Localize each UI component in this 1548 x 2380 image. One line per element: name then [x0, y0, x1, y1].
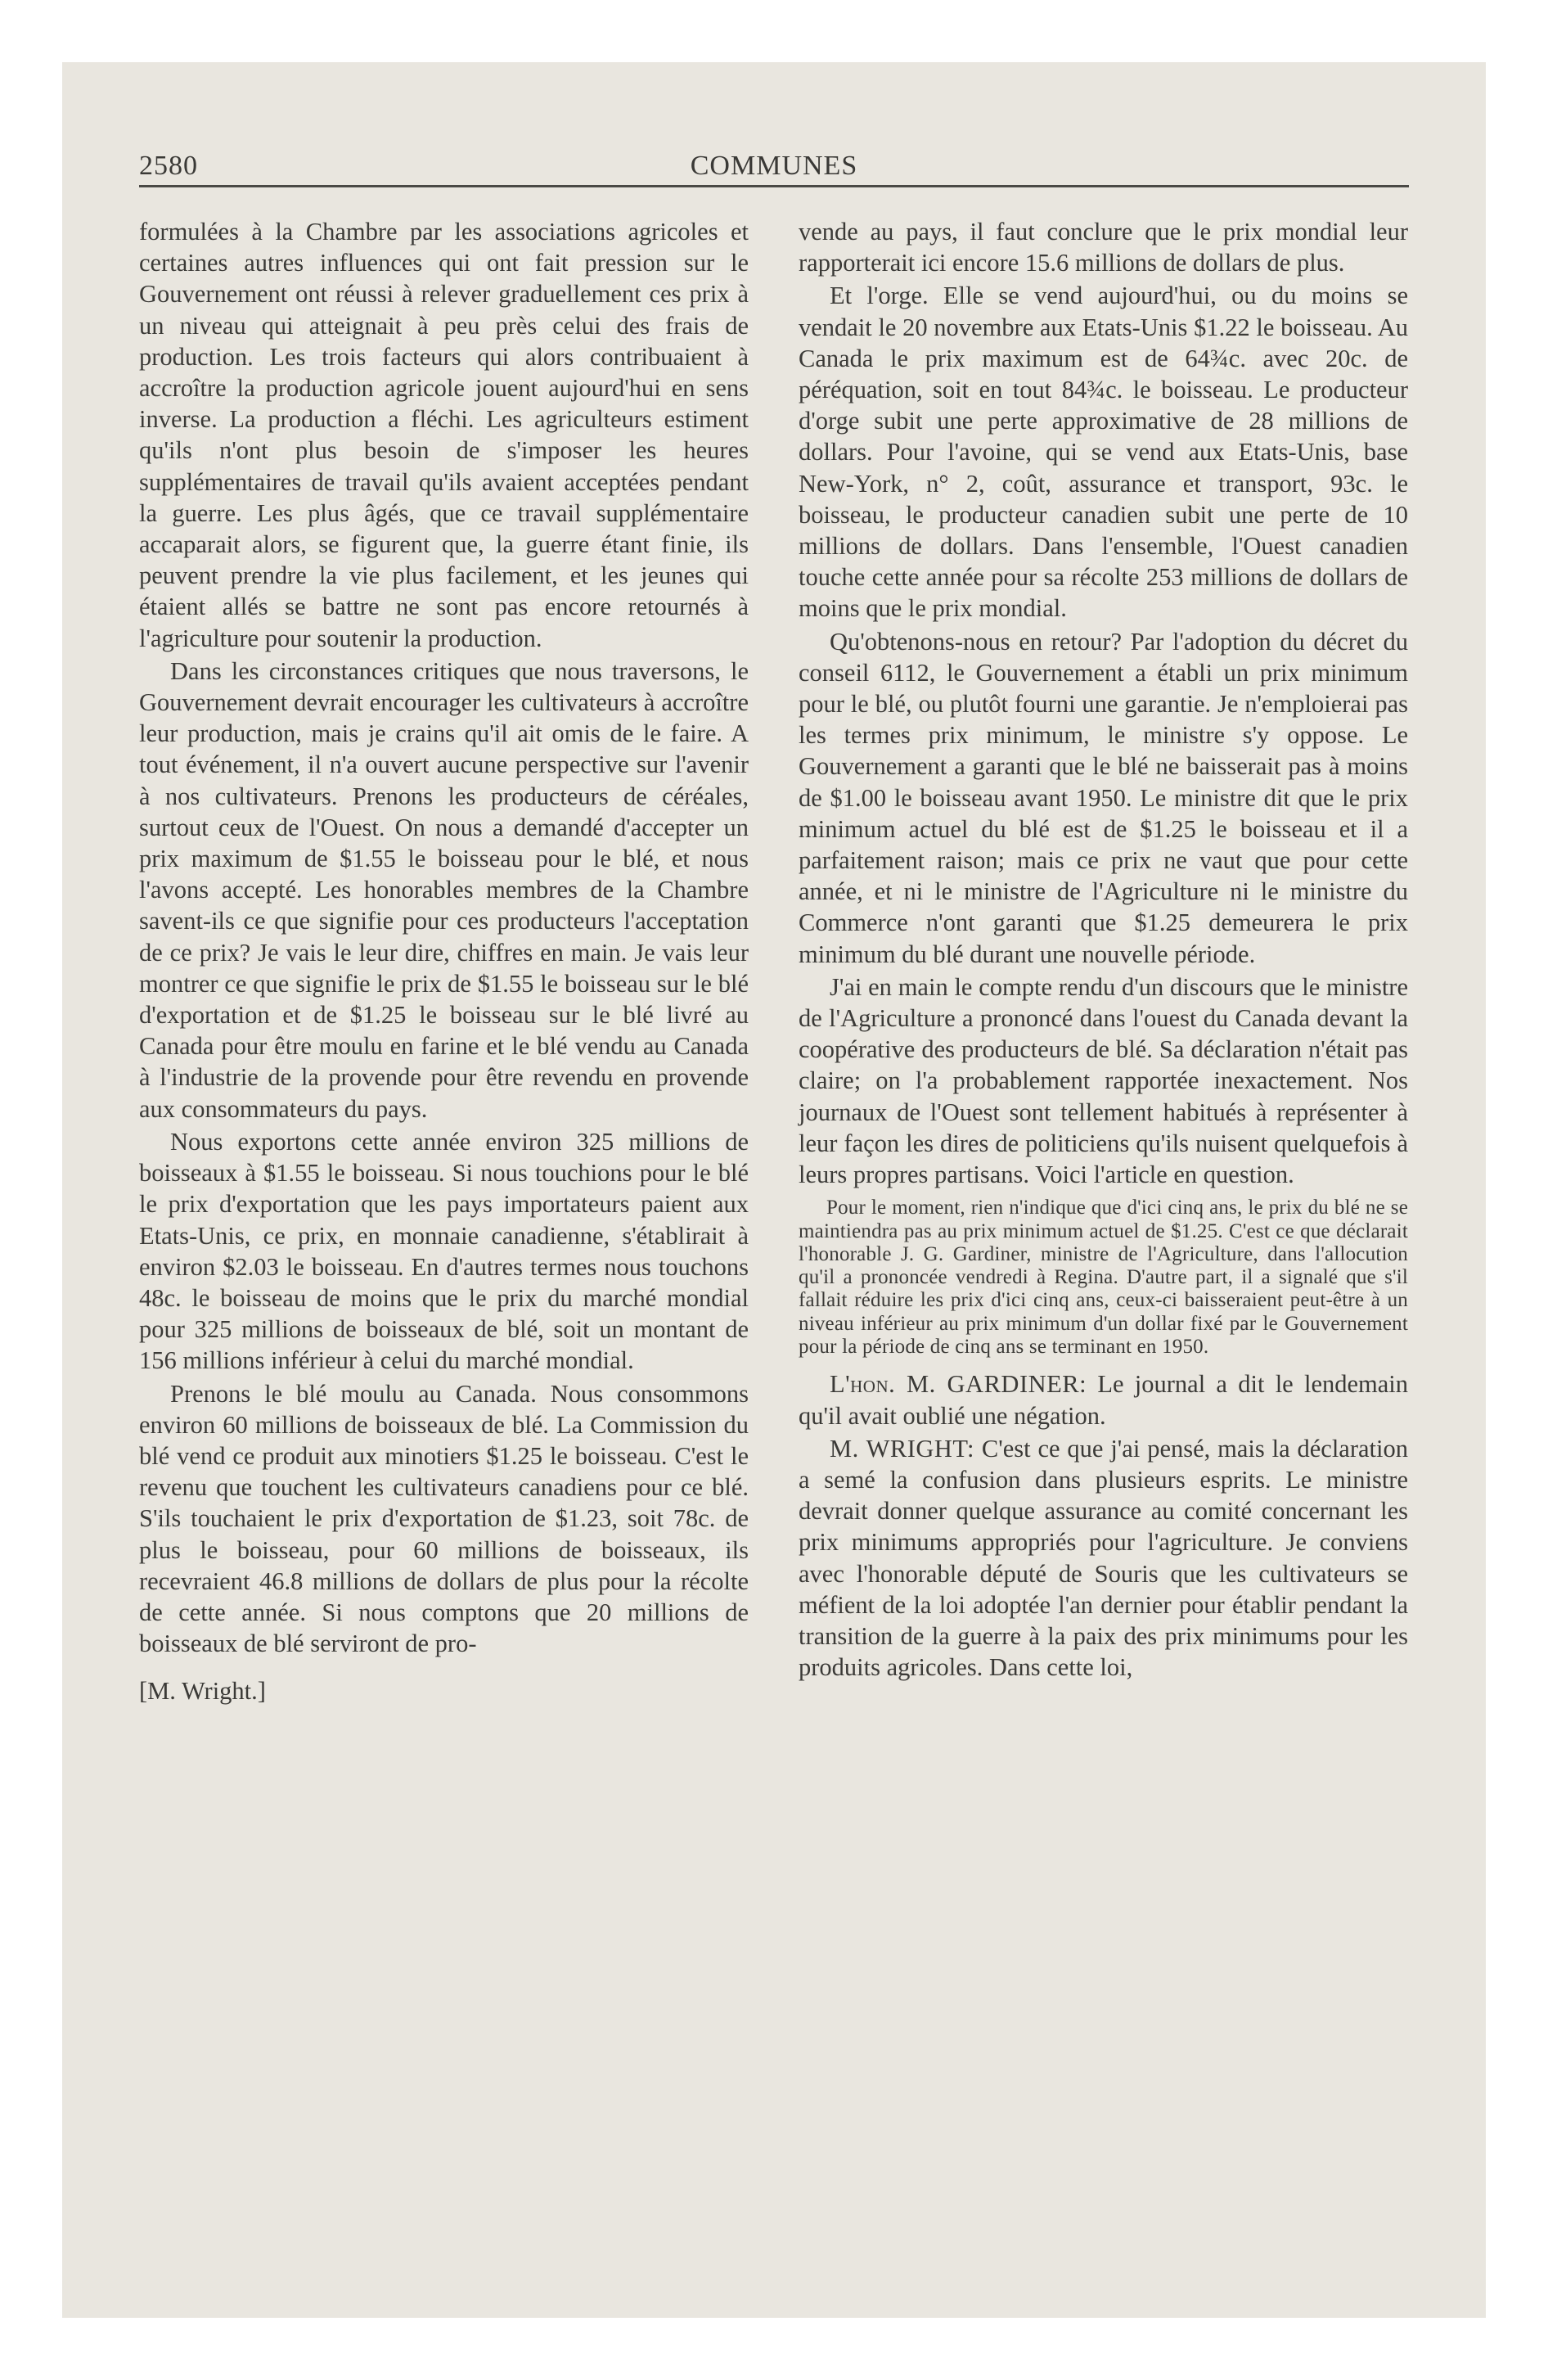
speech-text: C'est ce que j'ai pensé, mais la déclaration a semé la confusion dans plusieurs esprits. Le ministre devrait donner quelque assurance au comité concernant les prix minimums appropriés pour l'agriculture. Je conviens avec l'honorable député de Souris que les cultivateurs se méfient de la loi adoptée l'an dernier pour établir pendant la transition de la guerre à la paix des prix minimums pour les produits agricoles. Dans cette loi, — [799, 1434, 1408, 1682]
speaker-reference: [M. Wright.] — [139, 1677, 266, 1706]
paragraph — [799, 1368, 1408, 1431]
header-rule — [139, 185, 1409, 187]
page-number: 2580 — [139, 151, 198, 181]
left-column — [139, 216, 749, 1707]
right-column — [799, 216, 1408, 1683]
paragraph: formulées à la Chambre par les associations agricoles et certaines autres influences qui ont fait pression sur le Gouvernement ont réussi à relever graduellement ces prix à un niveau qui atteignait à peu près celui des frais de production. Les trois facteurs qui alors contribuaient à accroître la production agricole jouent aujourd'hui en sens inverse. La production a fléchi. Les agriculteurs estiment qu'ils n'ont plus besoin de s'imposer les heures supplémentaires de travail qu'ils avaient acceptées pendant la guerre. Les plus âgés, que ce travail supplémentaire accaparait alors, se figurent que, la guerre étant finie, ils peuvent prendre la vie plus facilement, et les jeunes qui étaient allés se battre ne sont pas encore retournés à l'agriculture pour soutenir la production. — [139, 218, 749, 652]
paragraph: vende au pays, il faut conclure que le prix mondial leur rapporterait ici encore 15.6 millions de dollars de plus. — [799, 218, 1408, 277]
paragraph: Prenons le blé moulu au Canada. Nous consommons environ 60 millions de boisseaux de blé. La Commission du blé vend ce produit aux minotiers $1.25 le boisseau. C'est le revenu que touchent les cultivateurs canadiens pour ce blé. S'ils touchaient le prix d'exportation de $1.23, soit 78c. de plus le boisseau, pour 60 millions de boisseaux, ils recevraient 46.8 millions de dollars de plus pour la récolte de cette année. Si nous comptons que 20 millions de boisseaux de blé serviront de pro- — [139, 1379, 749, 1658]
speaker-name: L'hon. M. GARDINER: — [830, 1370, 1087, 1399]
paragraph: Nous exportons cette année environ 325 millions de boisseaux à $1.55 le boisseau. Si nous touchions pour le blé le prix d'exportation que les pays importateurs paient aux Etats-Unis, ce prix, en monnaie canadienne, s'établirait à environ $2.03 le boisseau. En d'autres termes nous touchons 48c. le boisseau de moins que le prix du marché mondial pour 325 millions de boisseaux de blé, soit un montant de 156 millions inférieur à celui du marché mondial. — [139, 1127, 749, 1375]
page-header — [139, 151, 1409, 200]
quoted-article: Pour le moment, rien n'indique que d'ici cinq ans, le prix du blé ne se maintiendra pas au prix minimum actuel de $1.25. C'est ce que déclarait l'honorable J. G. Gardiner, ministre de l'Agriculture, dans l'allocution qu'il a prononcée vendredi à Regina. D'autre part, il a signalé que s'il fallait réduire les prix d'ici cinq ans, ceux-ci baisseraient peut-être à un niveau inférieur au prix minimum d'un dollar fixé par le Gouvernement pour la période de cinq ans se terminant en 1950. — [799, 1197, 1408, 1359]
speaker-name: M. WRIGHT: — [830, 1434, 974, 1463]
paragraph: Dans les circonstances critiques que nous traversons, le Gouvernement devrait encourager les cultivateurs à accroître leur production, mais je crains qu'il ait omis de le faire. A tout événement, il n'a ouvert aucune perspective sur l'avenir à nos cultivateurs. Prenons les producteurs de céréales, surtout ceux de l'Ouest. On nous a demandé d'accepter un prix maximum de $1.55 le boisseau pour le blé, et nous l'avons accepté. Les honorables membres de la Chambre savent-ils ce que signifie pour ces producteurs l'acceptation de ce prix? Je vais le leur dire, chiffres en main. Je vais leur montrer ce que signifie le prix de $1.55 le boisseau sur le blé d'exportation et de $1.25 le boisseau sur le blé livré au Canada pour être moulu en farine et le blé vendu au Canada à l'industrie de la provende pour être revendu en provende aux consommateurs du pays. — [139, 656, 749, 1123]
paragraph: Qu'obtenons-nous en retour? Par l'adoption du décret du conseil 6112, le Gouvernement a établi un prix minimum pour le blé, ou plutôt fourni une garantie. Je n'emploierai pas les termes prix minimum, le ministre s'y oppose. Le Gouvernement a garanti que le blé ne baisserait pas à moins de $1.00 le boisseau avant 1950. Le ministre dit que le prix minimum actuel du blé est de $1.25 le boisseau et il a parfaitement raison; mais ce prix ne vaut que pour cette année, et ni le ministre de l'Agriculture ni le ministre du Commerce n'ont garanti que $1.25 demeurera le prix minimum du blé durant une nouvelle période. — [799, 627, 1408, 968]
speech-text: Le journal a dit le lendemain qu'il avait oublié une négation. — [799, 1370, 1408, 1430]
paragraph: J'ai en main le compte rendu d'un discours que le ministre de l'Agriculture a prononcé dans l'ouest du Canada devant la coopérative des producteurs de blé. Sa déclaration n'était pas claire; on l'a probablement rapportée inexactement. Nos journaux de l'Ouest sont tellement habitués à représenter à leur façon les dires de politiciens qu'ils nuisent quelquefois à leurs propres partisans. Voici l'article en question. — [799, 972, 1408, 1189]
running-head: COMMUNES — [690, 151, 858, 181]
paragraph: Et l'orge. Elle se vend aujourd'hui, ou du moins se vendait le 20 novembre aux Etats-Unis $1.22 le boisseau. Au Canada le prix maximum est de 64¾c. avec 20c. de péréquation, soit en tout 84¾c. le boisseau. Le producteur d'orge subit une perte approximative de 28 millions de dollars. Pour l'avoine, qui se vend aux Etats-Unis, base New-York, n° 2, coût, assurance et transport, 93c. le boisseau, le producteur canadien subit une perte de 10 millions de dollars. Dans l'ensemble, l'Ouest canadien touche cette année pour sa récolte 253 millions de dollars de moins que le prix mondial. — [799, 282, 1408, 623]
paragraph — [799, 1433, 1408, 1684]
